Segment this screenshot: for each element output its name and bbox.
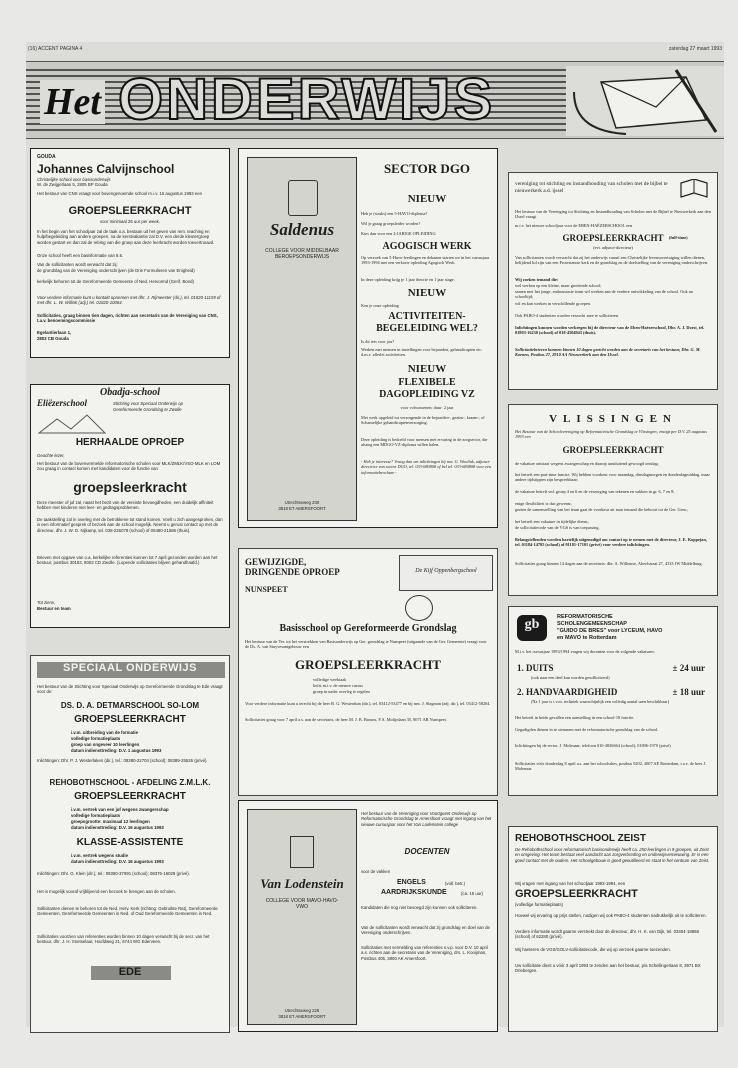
ad-vlissingen-school: [508, 404, 718, 596]
ad-question: Heb je (straks) een 5-HAVO-diploma?: [361, 211, 428, 216]
list-item: datum indiensttreding: D.V. 16 augustus 1993: [71, 859, 164, 864]
role-title: GROEPSLEERKRACHT: [74, 714, 186, 725]
ad-intro: M.i.v. het cursusjaar 1993/1994 vragen wij docenten voor de volgende vakatures:: [515, 649, 655, 654]
banner-script-title: Het: [40, 80, 105, 124]
contact-info: Verdere informatie wordt gaarne verstrekt door de directeur, dhr. H. K. van Dijk, tel. 03404-18868 (school) of 62280 (privé).: [515, 929, 699, 940]
school-script-subtitle: Eliëzerschool: [37, 398, 88, 408]
role-title: DOCENTEN: [404, 847, 450, 856]
ad-paragraph: Wij vragen met ingang van het schooljaar 1993-1994, een: [515, 881, 626, 886]
school-bell-icon: [405, 595, 433, 621]
list-item: volledige formatieplaats: [71, 736, 121, 741]
ad-paragraph: In het begin van het schooljaar zal de taak o.a. bestaan uit het geven van rem. teaching en hulp/begeleiding aan andere groepen, na de kerstvakantie zal D.V. een derde kleutergroep worden gestart en dan zal de rebing van die groep aan deze leerkracht worden toevertrouwd.: [37, 229, 215, 245]
ad-rehobothschool-zeist: [508, 826, 718, 1032]
list-item: de vakature ontstaat wegens zwangerschap en daarop aansluitend gewoogd ontslag;: [515, 461, 659, 466]
subject-hours: (ca. 15 uur): [461, 891, 483, 896]
subject-hours: (voll. betr.): [445, 881, 466, 886]
ad-paragraph: Brieven met opgave van o.a. kerkelijke referenties kunnen tot 7 april gezonden worden aan het bestuur, postbus 30163, 8003 CD Zwolle. (Lopende sollicitaties blijven gehandhaafd.): [37, 555, 218, 566]
ad-headline: DRINGENDE OPROEP: [245, 567, 340, 577]
vacancy-hours: ± 24 uur: [672, 663, 705, 673]
school-address: W. de Zwijgerlaan 5, 2805 BP Gouda: [37, 182, 108, 187]
contact-info: Inlichtingen kunnen worden verkregen bij de directeur van de Eben-Haëzerschool, Dhr. A. J. Dorst, tel. 01803-16230 (school) of 018-4504943 (thuis).: [515, 325, 705, 336]
school-illustration: [37, 411, 107, 435]
ad-paragraph: Wij zoeken iemand die:: [515, 277, 559, 282]
role-title: GROEPSLEERKRACHT: [68, 205, 192, 217]
school-subtitle: Christelijke school voor basisonderwijs: [37, 177, 111, 182]
saldenus-logo-panel: [247, 157, 357, 521]
org-name: REFORMATORISCHE: [557, 614, 613, 620]
college-name: Van Lodenstein: [260, 876, 344, 891]
list-item: samen met het jonge, enthousiaste team wil werken aan de verdere ontwikkeling van de school. Ook na schooltijd;: [515, 289, 693, 300]
lodenstein-logo-panel: [247, 809, 357, 1025]
contact-info: Voor verdere informatie kunt u terecht bij de heer R. G. Westerduin (dir.), tel. 03412-53477 en bij mw. J. Slagman (adj. dir.), tel. 03412-58204.: [245, 701, 491, 706]
ad-paragraph: Wij hanteren de VGS/GOLV-sollicitatiecode, die wij op verzoek gaarne toezenden.: [515, 947, 671, 952]
ad-paragraph: Op verzoek van 5-Havo-leerlingen en dekanen starten we in het cursusjaar 1993-1994 met een verkorte opleiding Agogisch Werk.: [361, 255, 490, 266]
ad-intro: Het Bestuur van de Schoolvereniging op Reformatorische Grondslag te Vlissingen, vraagt per D.V. 25 augustus 1993 een: [515, 429, 707, 440]
ad-paragraph: Van de sollicitanten wordt verwacht dat zij:: [37, 262, 118, 267]
ad-paragraph: De Rehobothschool voor reformatorisch basisonderwijs heeft ca. 250 leerlingen in 9 groepen, uit Zeist en omgeving. Het team bestaat veel aandacht aan zorgverbreding en onderwijsvernieuwing. Er is een goed contact met de ouders. Het schoolgebouw is goed geoutilleerd en staat in het centrum van Zeist.: [515, 847, 710, 863]
list-item: de sollicitatiecode van de VGS is van toepassing.: [515, 525, 600, 530]
ad-headline: HERHAALDE OPROEP: [75, 437, 185, 448]
page-header-left: (16) ACCENT PAGINA 4: [28, 46, 83, 52]
school-name: REHOBOTHSCHOOL - AFDELING Z.M.L.K.: [49, 778, 211, 787]
list-item: wel werken op een kleine, maar groeiende school;: [515, 283, 602, 288]
ad-paragraph: Sollicitanten dienen te behoren tot de Ned. Herv. Kerk (richting: Gebroikte Rat), Gereformeerde Gemeenten, Gereformeerde Gemeenten in Ned. of Oud Gereformeerde Gemeenten in Ned.: [37, 906, 218, 917]
college-address: 3818 ET AMERSFOORT: [278, 506, 326, 511]
ad-paragraph: Uw sollicitatie dient u vóór 3 april 1993 te zenden aan het bestuur, p/a Schellingerlaan 8, 3971 BX Driebergen.: [515, 963, 701, 974]
ad-paragraph: Sollicitaties, graag binnen tien dagen, richten aan secretaris van de Vereniging van CNS, t.a.v. benoemingscommissie: [37, 313, 218, 324]
school-name: DS. D. A. DETMARSCHOOL SO-LOM: [60, 701, 200, 710]
list-item: gezien de samenstelling van het team gaat de voorkeur uit naar iemand die behoort tot de Ger. Gem.;: [515, 507, 689, 512]
course-title: FLEXIBELE: [398, 377, 456, 388]
vacancy-subject: 2. HANDVAARDIGHEID: [517, 687, 618, 697]
college-subtitle: COLLEGE VOOR MAVO-HAVO-VWO: [265, 898, 339, 910]
ad-paragraph: Het betreft in beide gevallen een aanstelling in een school-10 functie.: [515, 715, 635, 720]
ad-basisschool-nunspeet: [238, 548, 498, 796]
foundation-tagline: Gereformeerde Grondslag te Zwolle: [113, 407, 182, 412]
ad-signature: Bestuur en team: [37, 606, 71, 611]
ad-place: NUNSPEET: [245, 585, 288, 594]
new-label: NIEUW: [407, 193, 447, 205]
ad-salutation: Geachte lezer,: [37, 453, 65, 458]
lodenstein-emblem-icon: [290, 836, 314, 868]
role-title: GROEPSLEERKRACHT: [515, 888, 638, 900]
contact-info: Inlichtingen: Dhr. P. J. Westerlaken (dir.), tel.: 08380-22704 (school); 08389-25526 (privé).: [37, 758, 208, 763]
new-label: NIEUW: [407, 363, 447, 375]
ad-headline: GEWIJZIGDE,: [245, 557, 307, 567]
school-logo-text: De Kijf Oppenbergschool: [415, 568, 477, 574]
ad-question: Wil je graag groepsleider worden?: [361, 221, 421, 226]
association-name: vereniging tot stichting en instandhouding van scholen met de bijbel te nieuwerkerk a.d. ijssel: [515, 181, 668, 194]
vacancy-note: (ook naar een deel kan worden gesolliciteerd): [531, 675, 610, 680]
course-duration: voor volwassenen; duur: 2 jaar: [400, 405, 454, 410]
open-book-icon: [679, 179, 709, 201]
role-subtitle: (evt. adjunct-directeur): [593, 245, 633, 250]
ad-paragraph: Deze meester of juf zal, naast het bezit van de vereiste bevoegdheden, een duidelijk affiniteit hebben met kinderen met leer- en gedragsproblemen.: [37, 500, 214, 511]
list-item: volledige weektaak: [313, 677, 347, 682]
vacancy-subject: 1. DUITS: [517, 663, 554, 673]
role-title: groepsleerkracht: [73, 479, 187, 495]
ad-question: Kies dan voor een 2-JARIGE OPLEIDING: [361, 231, 436, 236]
ad-paragraph: Hoewel wij ervaring op prijs stellen, nodigen wij ook PABO-4 studenten nadrukkelijk uit te solliciteren.: [515, 913, 707, 918]
role-title: GROEPSLEERKRACHT: [74, 791, 186, 802]
section-banner-title: SPECIAAL ONDERWIJS: [63, 662, 197, 674]
list-item: het betreft een part-time functie. Wij hebben voorkeur voor maandag, dinsdagmorgen en donderdagmiddag, maar andere tijdstippen zijn bespreekbaar;: [515, 472, 710, 483]
ad-paragraph: Is dit iets voor jou?: [361, 339, 395, 344]
ad-paragraph: De taakstelling zal in overleg met de betrokkene tot stand komen. Voelt u zich aangesproken, dan is een informatief gesprek of bezoek aan de school mogelijk. Neemt u gerust contact op met de directeur, dhr. J. W. D. Nijkamp, tel. 038-226078 (school) of 05480-21586 (thuis).: [37, 517, 223, 533]
saldenus-emblem-icon: [288, 180, 318, 216]
course-title: DAGOPLEIDING VZ: [379, 389, 475, 400]
list-item: datum indiensttreding: D.V. 1 augustus 1993: [71, 748, 162, 753]
list-item: liefst m.i.v. de nieuwe cursus: [313, 683, 363, 688]
list-item: i.v.m. uitbreiding van de formatie: [71, 730, 139, 735]
ad-paragraph: Met werk opgeleid tot verzorgende in de bejaarden-, gezins-, kraam-, of Schamelijke gehandicaptenverzorging.: [361, 415, 485, 426]
contact-info: Inlichtingen bij de rector, J. Molenaar, telefoon 010-4826664 (school), 01806-1970 (privé): [515, 743, 671, 748]
new-label: NIEUW: [407, 287, 447, 299]
course-title: BEGELEIDING WEL?: [376, 323, 478, 334]
ad-guido-de-bres: [508, 606, 718, 796]
ad-paragraph: Sollicitaties graag voor 7 april a.s. aan de secretaris, de heer M. J. B. Brouns, F.A. Molijnlaan 35, 8071 AB Nunspeet.: [245, 717, 447, 722]
list-item: groepsgrootte: maximaal 12 leerlingen: [71, 819, 150, 824]
ad-paragraph: voor de vakken: [361, 869, 391, 874]
list-item: volledige formatieplaats: [71, 813, 121, 818]
ad-paragraph: Sollicitaties met vermelding van referenties s.v.p. voor D.V. 10 april a.s. richten aan de secretaris van de Vereniging, drs. L. Kooijman, Postbus 405, 3800 AK Amersfoort.: [361, 945, 488, 961]
list-item: groep in nader overleg te regelen: [313, 689, 370, 694]
school-name: Basisschool op Gereformeerde Grondslag: [279, 623, 457, 634]
ad-speciaal-onderwijs-ede: [30, 655, 230, 1033]
course-title: AGOGISCH WERK: [382, 241, 472, 252]
foundation-tagline: Stichting voor Speciaal Onderwijs op: [113, 401, 183, 406]
ad-paragraph: m.i.v. het nieuwe schooljaar voor de EBEN-HAËZERSCHOOL een: [515, 223, 632, 228]
ad-paragraph: Sollicitaties graag binnen 14 dagen aan de secretaris: dhr. A. Willemse, Abeelstraat 27, 4333 JW Middelburg.: [515, 561, 703, 566]
role-title: GROEPSLEERKRACHT: [562, 445, 664, 455]
list-item: het betreft een vakature in tijdelijke dienst;: [515, 519, 589, 524]
ad-paragraph: Deze opleiding is bedoeld voor mensen met ervaring in de zorgsector, die alsnog een MDGO-VZ-diploma willen halen.: [361, 437, 488, 448]
ad-paragraph: Sollicitaties vóór donderdag 8 april a.s. aan het schoolsdres, postbus 9202, 3007 AE Rotterdam, t.a.v. de heer J. Molenaar.: [515, 761, 707, 772]
ad-paragraph: Werken met mensen in instellingen voor bejaarden, gehandicapten etc. d.m.v. allerlei activiteiten.: [361, 347, 483, 358]
list-item: i.v.m. vertrek van een juf wegens zwangerschap: [71, 807, 169, 812]
vacancy-hours: ± 18 uur: [672, 687, 705, 697]
college-subtitle: COLLEGE VOOR MIDDELBAAR BEROEPSONDERWIJS: [265, 248, 339, 260]
ad-paragraph: Voor verdere informatie kunt u kontakt opnemen met dhr. J. Rijmeester (dir.), tel. 01820-11159 of met dhr. L. W. Willink (adj.) tel. 01820-10064.: [37, 295, 221, 306]
onderwijs-banner: [26, 61, 724, 139]
address-line: 2803 CB Gouda: [37, 336, 69, 341]
school-logo: [399, 555, 493, 591]
ad-paragraph: Ook PABO-4 studenten worden verzocht mee te solliciteren.: [515, 313, 620, 318]
ad-paragraph: Sollicitatiebrieven kunnen binnen 10 dagen gericht worden aan de secretaris van het bestuur, Dhr. G. M. Koenen, Postbus 27, 2910 AA Nieuwerkerk aan den IJssel.: [515, 347, 701, 358]
page-header-date: zaterdag 27 maart 1993: [668, 46, 722, 52]
org-name: SCHOLENGEMEENSCHAP: [557, 621, 627, 627]
ad-intro: Het bestuur van de Stichting voor Speciaal Onderwijs op Gereformeerde Grondslag te Ede vraagt voor de:: [37, 684, 223, 695]
college-address: Utrechtseweg 230: [284, 500, 320, 505]
ad-paragraph: Ken je onze opleiding: [361, 303, 399, 308]
ad-paragraph: - Heb je interesse? Vraag dan om inlichtingen bij mw. G. Woolink, adjunct-directrice van sector DGO, tel. 033-680808 of bel tel. 033-680808 voor een informatiebrochure -: [361, 459, 492, 475]
banner-block-title: ONDERWIJS: [118, 67, 496, 132]
list-item: de vakature betreft vnl. groep 4 en 6 en de verzorging van tekenen en vakken in gr. 6, 7 en 8;: [515, 489, 675, 494]
contact-info: Belangstellenden worden hartelijk uitgenodigd om contact op te nemen met de directeur, J. E. Koppejan, tel. 01184-14795 (school) of 01181-17101 (privé) voor verdere inlichtingen.: [515, 537, 707, 548]
ad-signoff: Tot ziens,: [37, 600, 56, 605]
vacancy-note: (Na 1 jaar is i.v.m. techniek waarschijnlijk een volledig aantal uren beschikbaar): [531, 699, 670, 704]
role-subtitle: (full-time): [669, 235, 688, 240]
ad-paragraph: Kandidaten die nog niet bevoegd zijn kunnen ook solliciteren.: [361, 905, 478, 910]
ad-paragraph: Onze school heeft een basisformatie van 8.6.: [37, 253, 124, 258]
org-name: "GUIDO DE BRES" voor LYCEUM, HAVO: [557, 628, 663, 634]
role-title: GROEPSLEERKRACHT: [562, 233, 664, 243]
contact-info: Inlichtingen: Dhr. G. Klein (dir.), tel.: 08380-37991 (school); 08376-16029 (privé).: [37, 871, 190, 876]
ad-calvijnschool-gouda: [30, 148, 230, 358]
ad-paragraph: Sollicitaties voorzien van referenties worden binnen 10 dagen verwacht bij de secr. van het bestuur, dhr. J. H. Snetselaar, Hoofdweg 21, 6744 WG Ederveen.: [37, 934, 210, 945]
ad-obadja-school: [30, 384, 230, 628]
address-line: Egelantierlaan 1,: [37, 330, 72, 335]
list-item: wil en kan werken in verschillende groepen.: [515, 301, 592, 306]
list-item: de grondslag van de Vereniging onderschrijven (de Drie Formulieren van Enigheid): [37, 268, 195, 273]
role-title: GROEPSLEERKRACHT: [295, 657, 441, 672]
role-subtitle: (volledige formatieplaats): [515, 902, 564, 907]
ad-paragraph: Van de sollicitanten wordt verwacht dat zij grondslag en doel van de Vereniging onderschrijven.: [361, 925, 490, 936]
list-item: groep van ongeveer 10 leerlingen: [71, 742, 140, 747]
school-title: REHOBOTHSCHOOL ZEIST: [515, 833, 646, 844]
ad-paragraph: Het is mogelijk vooraf vrijblijvend een bezoek te brengen aan de scholen.: [37, 889, 177, 894]
college-name: Saldenus: [269, 220, 335, 239]
gdb-logo-text: gb: [524, 617, 540, 632]
ad-intro: Het bestuur van de Ver. tot het verstrekken van Basisonderwijs op Ger. grondslag te Nunspeet (uitgaande van de Ger. Gemeente) vraagt voor de Ds. A. van Stuyvesantgebouw een: [245, 639, 487, 650]
ad-place: GOUDA: [37, 154, 56, 160]
ad-intro: Het bestuur van de Vereniging tot Stichting en Instandhouding van Scholen met de Bijbel te Nieuwerkerk aan den IJssel vraagt: [515, 209, 711, 220]
ad-paragraph: Van sollicitanten wordt verwacht dat zij het onderwijs vanuit een Christelijke levensovertuiging willen dienen, belijdend lid zijn van een Protestantse kerk en de grondslag en de doelstelling van de vereniging onderschrijven.: [515, 255, 709, 266]
role-subtitle: voor minimaal 26 uur per week.: [100, 219, 160, 224]
ad-intro: Het bestuur van CNS vraagt voor bovengenoemde school m.i.v. 16 augustus 1993 een: [37, 191, 202, 196]
subject-name: ENGELS: [397, 879, 426, 886]
school-script-title: Obadja-school: [100, 387, 160, 398]
ad-paragraph: Het bestuur van de bovenvermelde reformatorische scholen voor MLK/ZMLK/VSO-MLK en LOM zou graag in contact komen met kandidaten voor de functie van: [37, 461, 221, 472]
ad-saldenus-college: [238, 148, 498, 528]
list-item: enige flexibiliteit is dus gewenst;: [515, 501, 572, 506]
place-name: EDE: [118, 966, 142, 978]
list-item: datum indiensttreding: D.V. 16 augustus 1993: [71, 825, 164, 830]
list-item: i.v.m. vertrek wegens studie: [71, 853, 128, 858]
subject-name: AARDRIJKSKUNDE: [381, 889, 447, 896]
place-title: VLISSINGEN: [549, 413, 677, 425]
ad-intro: Het bestuur van de Vereniging voor Voortgezet Onderwijs op Reformatorische Grondslag te Amersfoort vraagt met ingang van het nieuwe cursusjaar voor het Van Lodenstein college: [361, 811, 492, 827]
course-title: ACTIVITEITEN-: [388, 311, 466, 322]
org-name: en MAVO te Rotterdam: [557, 635, 617, 641]
school-name: Johannes Calvijnschool: [37, 162, 175, 176]
ad-van-lodenstein-college: [238, 800, 498, 1032]
role-title: KLASSE-ASSISTENTE: [76, 837, 184, 848]
sector-title: SECTOR DGO: [383, 161, 471, 176]
ad-paragraph: Gegadigden dienen in te stemmen met de reformatorische grondslag van de school.: [515, 727, 659, 732]
college-address: 3818 ET AMERSFOORT: [278, 1014, 326, 1019]
college-address: Utrechtseweg 226: [284, 1008, 320, 1013]
ad-paragraph: In deze opleiding krijg je 1 jaar theorie en 1 jaar stage.: [361, 277, 455, 282]
list-item: kerkelijk behoren tot de Gereformeerde Gemeente of Ned. Hervormd (Gerif. Bond): [37, 279, 194, 284]
ad-eben-haezerschool: [508, 172, 718, 390]
